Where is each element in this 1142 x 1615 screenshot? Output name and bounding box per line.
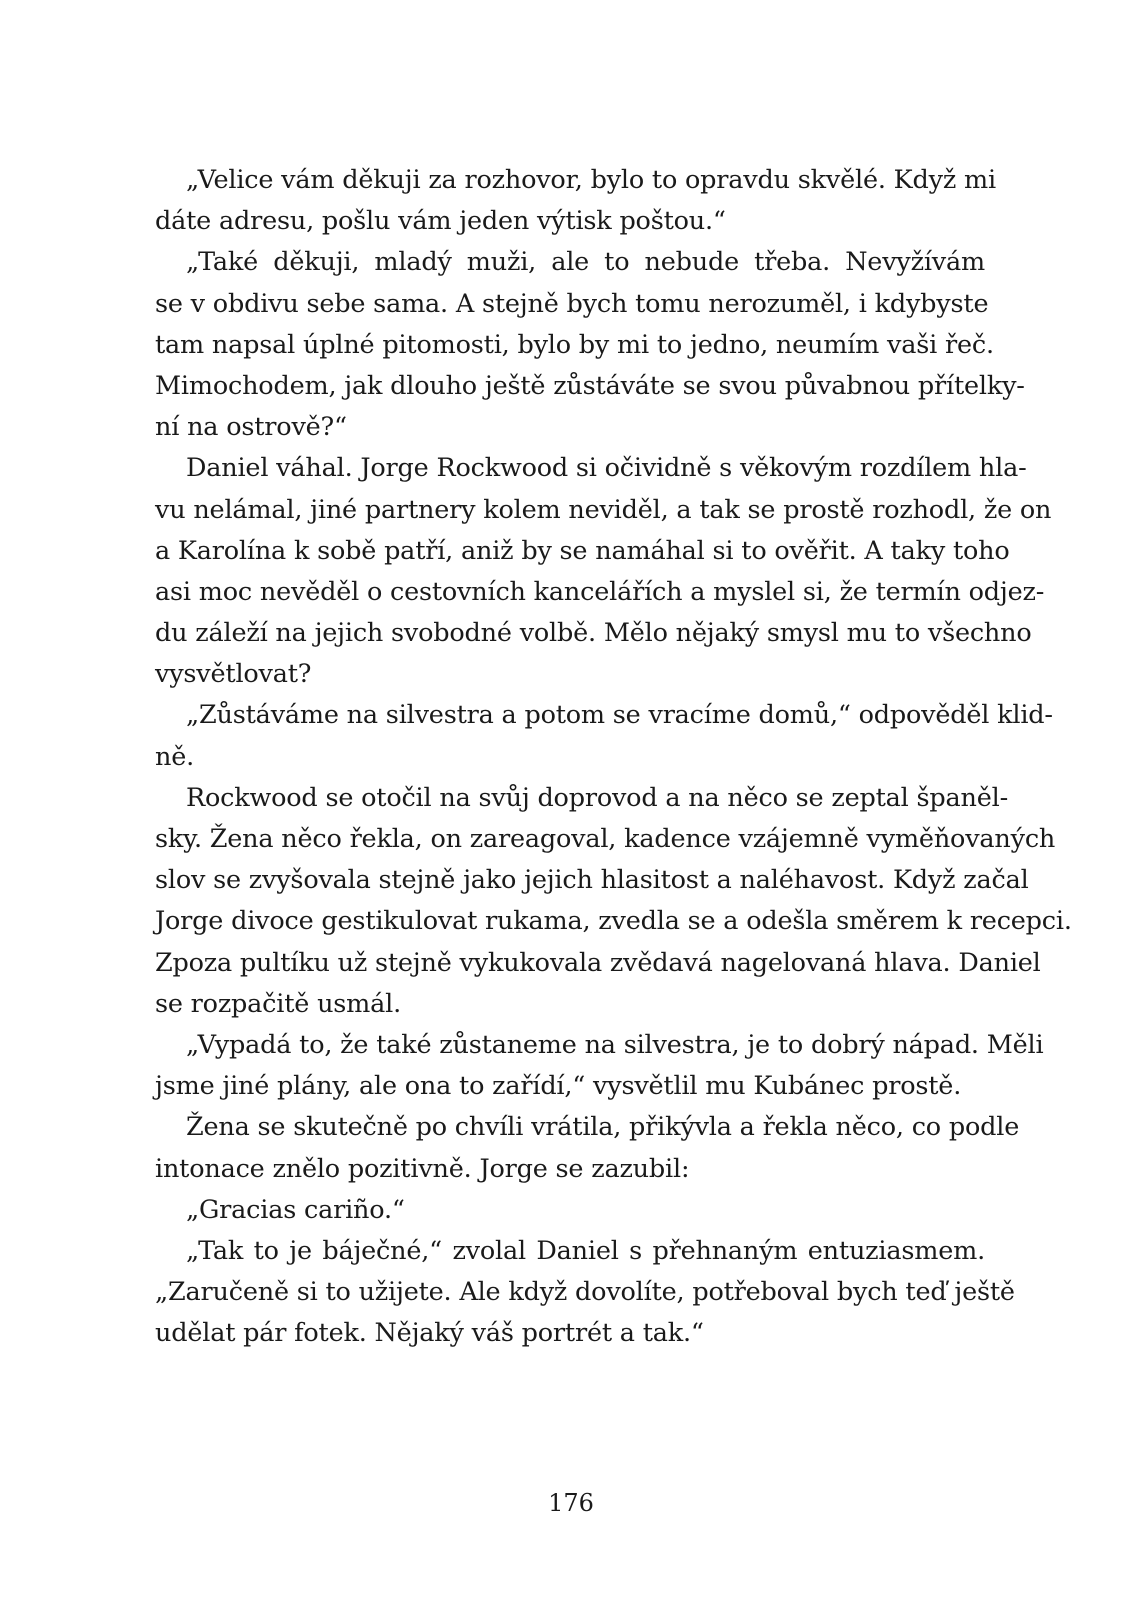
text-line: se rozpačitě usmál. xyxy=(155,988,402,1019)
text-line: udělat pár fotek. Nějaký váš portrét a tak.“ xyxy=(155,1318,704,1349)
text-line: Mimochodem, jak dlouho ještě zůstáváte se svou půvabnou přítelky- xyxy=(155,370,1025,401)
text-line: ně. xyxy=(155,741,195,772)
text-line: Rockwood se otočil na svůj doprovod a na něco se zeptal španěl- xyxy=(186,782,1009,813)
text-line: se v obdivu sebe sama. A stejně bych tomu nerozuměl, i kdybyste xyxy=(155,288,989,319)
paragraph xyxy=(155,1231,1015,1355)
text-line: tam napsal úplné pitomosti, bylo by mi to jedno, neumím vaši řeč. xyxy=(155,329,994,360)
page-number: 176 xyxy=(548,1489,594,1517)
text-line: „Velice vám děkuji za rozhovor, bylo to opravdu skvělé. Když mi xyxy=(186,165,996,195)
paragraph xyxy=(155,1107,1020,1189)
text-line: vu nelámal, jiné partnery kolem neviděl, a tak se prostě rozhodl, že on xyxy=(155,494,1052,525)
text-line: „Zůstáváme na silvestra a potom se vracíme domů,“ odpověděl klid- xyxy=(186,700,1053,731)
text-line: asi moc nevěděl o cestovních kancelářích a myslel si, že termín odjez- xyxy=(155,576,1045,607)
text-line: „Tak to je báječné,“ zvolal Daniel s přehnaným entuziasmem. xyxy=(186,1235,985,1266)
text-line: „Také děkuji, mladý muži, ale to nebude třeba. Nevyžívám xyxy=(186,247,985,278)
text-line: sky. Žena něco řekla, on zareagoval, kadence vzájemně vyměňovaných xyxy=(155,824,1056,854)
text-line: a Karolína k sobě patří, aniž by se namáhal si to ověřit. A taky toho xyxy=(155,535,1010,566)
paragraph xyxy=(155,1025,1044,1107)
paragraph xyxy=(155,242,1025,448)
text-line: jsme jiné plány, ale ona to zařídí,“ vysvětlil mu Kubánec prostě. xyxy=(155,1071,962,1102)
page-body xyxy=(155,160,1072,1354)
text-line: Jorge divoce gestikulovat rukama, zvedla se a odešla směrem k recepci. xyxy=(155,906,1072,937)
paragraph xyxy=(155,695,1053,777)
text-line: „Zaručeně si to užijete. Ale když dovolíte, potřeboval bych teď ještě xyxy=(155,1277,1015,1308)
paragraph xyxy=(155,778,1072,1025)
paragraph xyxy=(155,448,1052,695)
text-line: Žena se skutečně po chvíli vrátila, přikývla a řekla něco, co podle xyxy=(186,1112,1020,1143)
text-line: vysvětlovat? xyxy=(155,659,312,690)
text-line: intonace znělo pozitivně. Jorge se zazubil: xyxy=(155,1153,690,1184)
text-line: dáte adresu, pošlu vám jeden výtisk poštou.“ xyxy=(155,206,726,237)
paragraph xyxy=(155,160,996,242)
text-line: Zpoza pultíku už stejně vykukovala zvědavá nagelovaná hlava. Daniel xyxy=(155,947,1041,978)
text-line: du záleží na jejich svobodné volbě. Mělo nějaký smysl mu to všechno xyxy=(155,618,1032,649)
text-line: slov se zvyšovala stejně jako jejich hlasitost a naléhavost. Když začal xyxy=(155,865,1029,896)
text-line: „Vypadá to, že také zůstaneme na silvestra, je to dobrý nápad. Měli xyxy=(186,1029,1044,1060)
text-line: Daniel váhal. Jorge Rockwood si očividně s věkovým rozdílem hla- xyxy=(186,453,1027,484)
text-line: „Gracias cariño.“ xyxy=(186,1194,405,1225)
text-line: ní na ostrově?“ xyxy=(155,412,347,443)
paragraph xyxy=(155,1190,985,1231)
